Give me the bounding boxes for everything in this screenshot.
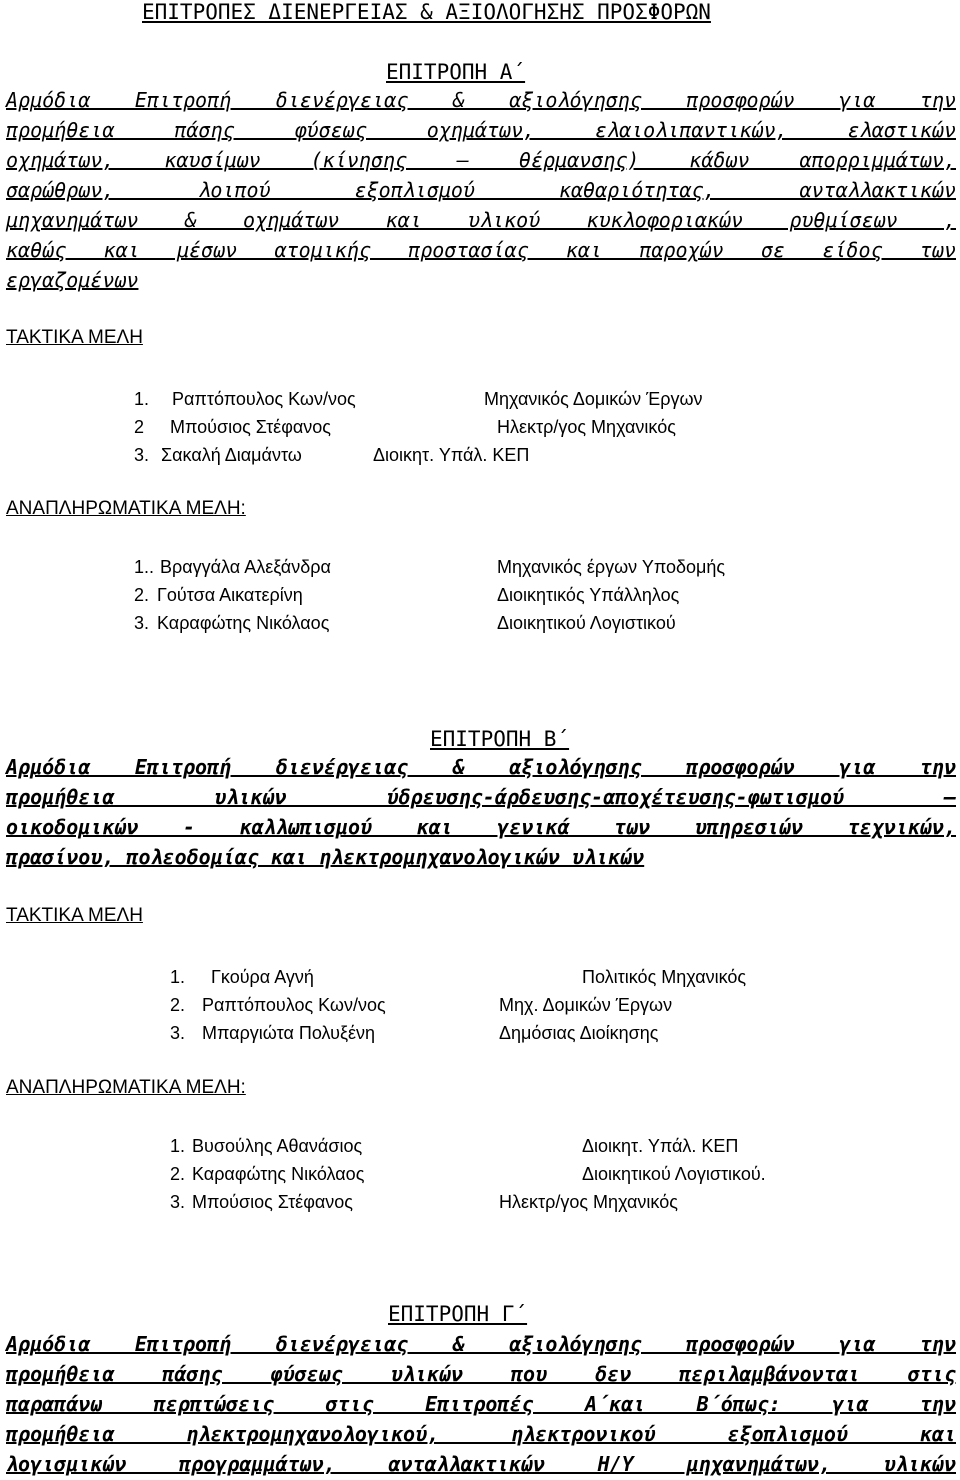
member-number: 3. xyxy=(134,613,150,633)
committee-b-alternate-label: ΑΝΑΠΛΗΡΩΜΑΤΙΚΑ ΜΕΛΗ: xyxy=(6,1077,246,1098)
committee-c-heading: ΕΠΙΤΡΟΠΗ Γ΄ xyxy=(388,1302,528,1326)
member-role: Δημόσιας Διοίκησης xyxy=(499,1023,659,1043)
member-number: 3. xyxy=(134,445,150,465)
member-role: Μηχ. Δομικών Έργων xyxy=(499,995,673,1015)
member-role: Διοικητικός Υπάλληλος xyxy=(497,585,680,605)
member-number: 3. xyxy=(170,1023,186,1043)
committee-a-desc-line: οχημάτων, καυσίμων (κίνησης – θέρμανσης) κάδων απορριμμάτων, xyxy=(6,148,956,172)
member-number: 2. xyxy=(170,995,186,1015)
committee-c-desc-line: προμήθεια πάσης φύσεως υλικών που δεν περιλαμβάνονται στις xyxy=(6,1362,956,1386)
committee-a-desc-line: καθώς και μέσων ατομικής προστασίας και παροχών σε είδος των xyxy=(6,238,956,262)
member-number: 2. xyxy=(170,1164,186,1184)
member-name: Μπαργιώτα Πολυξένη xyxy=(202,1023,376,1043)
member-role: Ηλεκτρ/γος Μηχανικός xyxy=(497,417,676,437)
member-name: Γούτσα Αικατερίνη xyxy=(157,585,303,605)
committee-a-desc-line: μηχανημάτων & οχημάτων και υλικού κυκλοφοριακών ρυθμίσεων , xyxy=(6,208,956,232)
member-name: Μπούσιος Στέφανος xyxy=(192,1192,353,1212)
committee-b-desc-line: οικοδομικών - καλλωπισμού και γενικά των υπηρεσιών τεχνικών, xyxy=(6,815,956,839)
member-role: Διοικητ. Υπάλ. ΚΕΠ xyxy=(373,445,530,465)
committee-b-regular-label: ΤΑΚΤΙΚΑ ΜΕΛΗ xyxy=(6,905,143,926)
committee-a-desc-line: Αρμόδια Επιτροπή διενέργειας & αξιολόγησης προσφορών για την xyxy=(6,88,956,112)
committee-c-desc-line: παραπάνω περπτώσεις στις Επιτροπές Α΄και Β΄όπως: για την xyxy=(6,1392,956,1416)
committee-a-alternate-label: ΑΝΑΠΛΗΡΩΜΑΤΙΚΑ ΜΕΛΗ: xyxy=(6,498,246,519)
committee-a-regular-label: ΤΑΚΤΙΚΑ ΜΕΛΗ xyxy=(6,327,143,348)
member-name: Σακαλή Διαμάντω xyxy=(161,445,302,465)
member-number: 2. xyxy=(134,585,150,605)
member-name: Καραφώτης Νικόλαος xyxy=(192,1164,365,1184)
committee-c-desc-line: Αρμόδια Επιτροπή διενέργειας & αξιολόγησης προσφορών για την xyxy=(6,1332,956,1356)
member-name: Καραφώτης Νικόλαος xyxy=(157,613,330,633)
committee-c-desc-line: προμήθεια ηλεκτρομηχανολογικού, ηλεκτρονικού εξοπλισμού και xyxy=(6,1422,956,1446)
member-role: Διοικητικού Λογιστικού. xyxy=(582,1164,766,1184)
member-name: Βραγγάλα Αλεξάνδρα xyxy=(160,557,331,577)
member-role: Πολιτικός Μηχανικός xyxy=(582,967,747,987)
member-role: Μηχανικός έργων Υποδομής xyxy=(497,557,726,577)
member-number: 2 xyxy=(134,417,145,437)
member-role: Διοικητ. Υπάλ. ΚΕΠ xyxy=(582,1136,739,1156)
member-number: 3. xyxy=(170,1192,186,1212)
committee-b-desc-line: πρασίνου, πολεοδομίας και ηλεκτρομηχανολογικών υλικών xyxy=(6,845,645,869)
member-role: Ηλεκτρ/γος Μηχανικός xyxy=(499,1192,678,1212)
member-number: 1. xyxy=(170,1136,186,1156)
member-name: Βυσούλης Αθανάσιος xyxy=(192,1136,363,1156)
member-number: 1. xyxy=(134,389,150,409)
member-role: Μηχανικός Δομικών Έργων xyxy=(484,389,703,409)
member-name: Ραπτόπουλος Κων/νος xyxy=(172,389,356,409)
committee-b-heading: ΕΠΙΤΡΟΠΗ Β΄ xyxy=(430,727,570,751)
committee-a-heading: ΕΠΙΤΡΟΠΗ Α΄ xyxy=(386,60,526,84)
committee-a-desc-line: εργαζομένων xyxy=(6,268,139,292)
committee-c-desc-line: λογισμικών προγραμμάτων, ανταλλακτικών Η/Υ μηχανημάτων, υλικών xyxy=(6,1452,956,1476)
member-name: Γκούρα Αγνή xyxy=(211,967,314,987)
document-title: ΕΠΙΤΡΟΠΕΣ ΔΙΕΝΕΡΓΕΙΑΣ & ΑΞΙΟΛΟΓΗΣΗΣ ΠΡΟΣΦΟΡΩΝ xyxy=(142,0,711,24)
committee-a-desc-line: σαρώθρων, λοιπού εξοπλισμού καθαριότητας, ανταλλακτικών xyxy=(6,178,956,202)
committee-a-desc-line: προμήθεια πάσης φύσεως οχημάτων, ελαιολιπαντικών, ελαστικών xyxy=(6,118,956,142)
member-number: 1.. xyxy=(134,557,155,577)
member-role: Διοικητικού Λογιστικού xyxy=(497,613,676,633)
committee-b-desc-line: προμήθεια υλικών ύδρευσης-άρδευσης-αποχέτευσης-φωτισμού – xyxy=(6,785,956,809)
committee-b-desc-line: Αρμόδια Επιτροπή διενέργειας & αξιολόγησης προσφορών για την xyxy=(6,755,956,779)
member-name: Ραπτόπουλος Κων/νος xyxy=(202,995,386,1015)
member-number: 1. xyxy=(170,967,186,987)
member-name: Μπούσιος Στέφανος xyxy=(170,417,331,437)
